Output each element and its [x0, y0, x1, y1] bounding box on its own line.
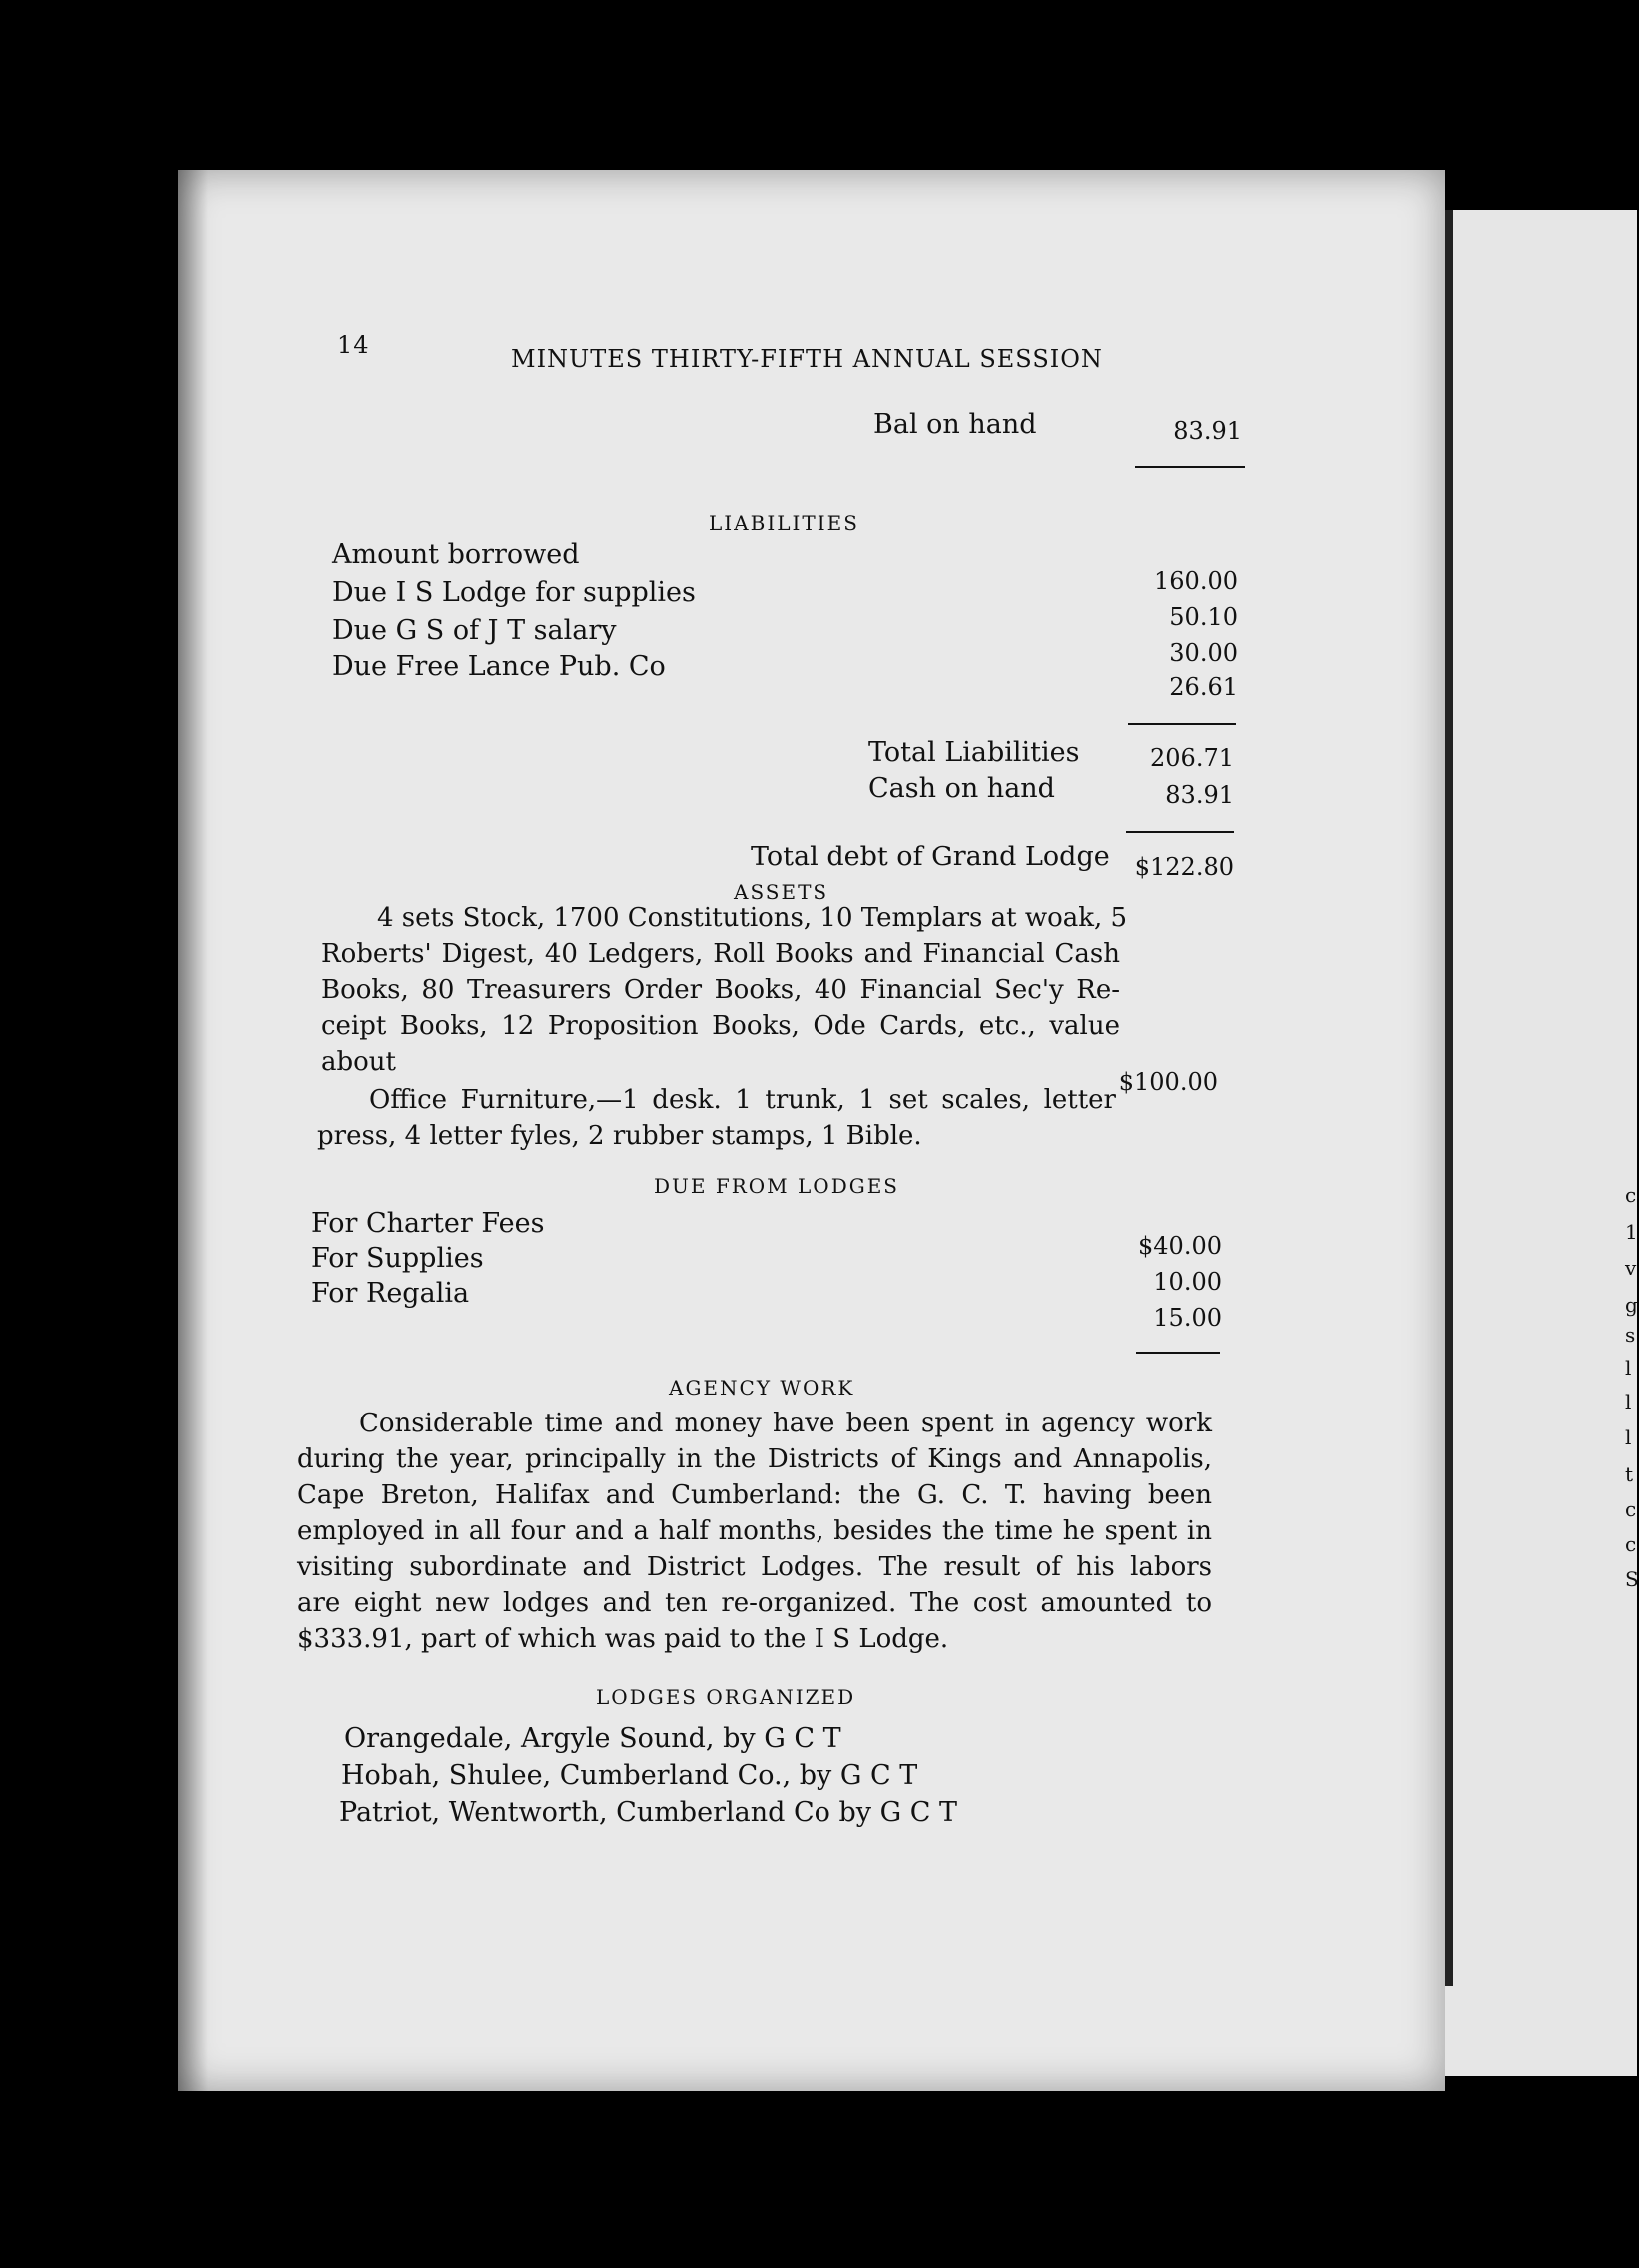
assets-line: Books, 80 Treasurers Order Books, 40 Financial Sec'y Re- — [321, 975, 1120, 1005]
facing-page-glyph: c — [1625, 1497, 1637, 1521]
facing-page-glyph: S — [1625, 1567, 1639, 1591]
due-item-charter-fees: For Charter Fees — [311, 1208, 545, 1239]
cash-on-hand-value: 83.91 — [1165, 781, 1234, 809]
balance-value: 83.91 — [1173, 417, 1242, 445]
facing-page-glyph: l — [1625, 1356, 1632, 1380]
agency-work-heading: AGENCY WORK — [669, 1376, 855, 1400]
agency-line: are eight new lodges and ten re-organized. The cost amounted to — [297, 1588, 1212, 1618]
facing-page-glyph: l — [1625, 1425, 1632, 1449]
cash-on-hand-label: Cash on hand — [868, 773, 1055, 804]
agency-line: $333.91, part of which was paid to the I S Lodge. — [297, 1624, 949, 1654]
total-liabilities-value: 206.71 — [1150, 744, 1234, 772]
agency-work-paragraph — [297, 1406, 1212, 1657]
agency-line: visiting subordinate and District Lodges. The result of his labors — [297, 1552, 1212, 1582]
lodge-item: Hobah, Shulee, Cumberland Co., by G C T — [341, 1760, 918, 1791]
agency-line: Cape Breton, Halifax and Cumberland: the G. C. T. having been — [297, 1480, 1212, 1510]
facing-page-glyph: c — [1625, 1532, 1637, 1556]
facing-page-glyph: g — [1625, 1293, 1638, 1317]
facing-page-glyph: s — [1625, 1323, 1636, 1347]
liability-item-amount-borrowed: Amount borrowed — [332, 539, 580, 570]
due-item-regalia: For Regalia — [311, 1278, 470, 1309]
liability-item-gs-salary: Due G S of J T salary — [332, 615, 617, 646]
balance-label: Bal on hand — [873, 409, 1037, 440]
assets-paragraph — [321, 900, 1128, 1080]
assets-line: about — [321, 1047, 396, 1077]
liability-item-free-lance: Due Free Lance Pub. Co — [332, 651, 666, 682]
assets-line: ceipt Books, 12 Proposition Books, Ode Cards, etc., value — [321, 1011, 1120, 1041]
agency-line: Considerable time and money have been spent in agency work — [359, 1409, 1212, 1438]
due-item-supplies: For Supplies — [311, 1243, 484, 1274]
assets-line: 4 sets Stock, 1700 Constitutions, 10 Templars at woak, 5 — [377, 903, 1128, 933]
rule — [1136, 1352, 1220, 1354]
furniture-line: Office Furniture,—1 desk. 1 trunk, 1 set scales, letter — [369, 1085, 1116, 1115]
due-value: 15.00 — [1153, 1304, 1222, 1332]
liability-value: 26.61 — [1169, 673, 1238, 701]
assets-heading: ASSETS — [734, 880, 829, 904]
total-liabilities-label: Total Liabilities — [868, 737, 1080, 768]
total-debt-value: $122.80 — [1134, 853, 1234, 881]
total-debt-label: Total debt of Grand Lodge — [751, 842, 1110, 872]
furniture-paragraph — [317, 1082, 1116, 1154]
facing-page — [1445, 210, 1637, 2076]
facing-page-glyph: t — [1625, 1462, 1634, 1486]
liability-value: 50.10 — [1169, 603, 1238, 631]
due-from-lodges-heading: DUE FROM LODGES — [654, 1174, 900, 1198]
rule — [1135, 466, 1245, 468]
due-value: $40.00 — [1138, 1232, 1222, 1260]
lodge-item: Patriot, Wentworth, Cumberland Co by G C T — [339, 1797, 957, 1828]
facing-page-glyph: l — [1625, 1390, 1632, 1414]
furniture-line: press, 4 letter fyles, 2 rubber stamps, 1 Bible. — [317, 1121, 922, 1151]
rule — [1126, 831, 1234, 833]
assets-line: Roberts' Digest, 40 Ledgers, Roll Books and Financial Cash — [321, 939, 1120, 969]
liability-item-is-lodge: Due I S Lodge for supplies — [332, 577, 696, 608]
running-title: MINUTES THIRTY-FIFTH ANNUAL SESSION — [511, 345, 1103, 373]
page-number: 14 — [337, 331, 370, 359]
liability-value: 30.00 — [1169, 639, 1238, 667]
agency-line: employed in all four and a half months, besides the time he spent in — [297, 1516, 1212, 1546]
liability-value: 160.00 — [1154, 567, 1238, 595]
facing-page-glyph: 1 — [1625, 1220, 1638, 1244]
lodge-item: Orangedale, Argyle Sound, by G C T — [344, 1723, 841, 1754]
due-value: 10.00 — [1153, 1268, 1222, 1296]
liabilities-heading: LIABILITIES — [709, 511, 859, 535]
facing-page-glyph: c — [1625, 1183, 1637, 1207]
facing-page-glyph: v — [1625, 1256, 1637, 1280]
agency-line: during the year, principally in the Districts of Kings and Annapolis, — [297, 1444, 1212, 1474]
lodges-organized-heading: LODGES ORGANIZED — [596, 1685, 856, 1709]
rule — [1128, 723, 1236, 725]
assets-value: $100.00 — [1118, 1068, 1218, 1096]
